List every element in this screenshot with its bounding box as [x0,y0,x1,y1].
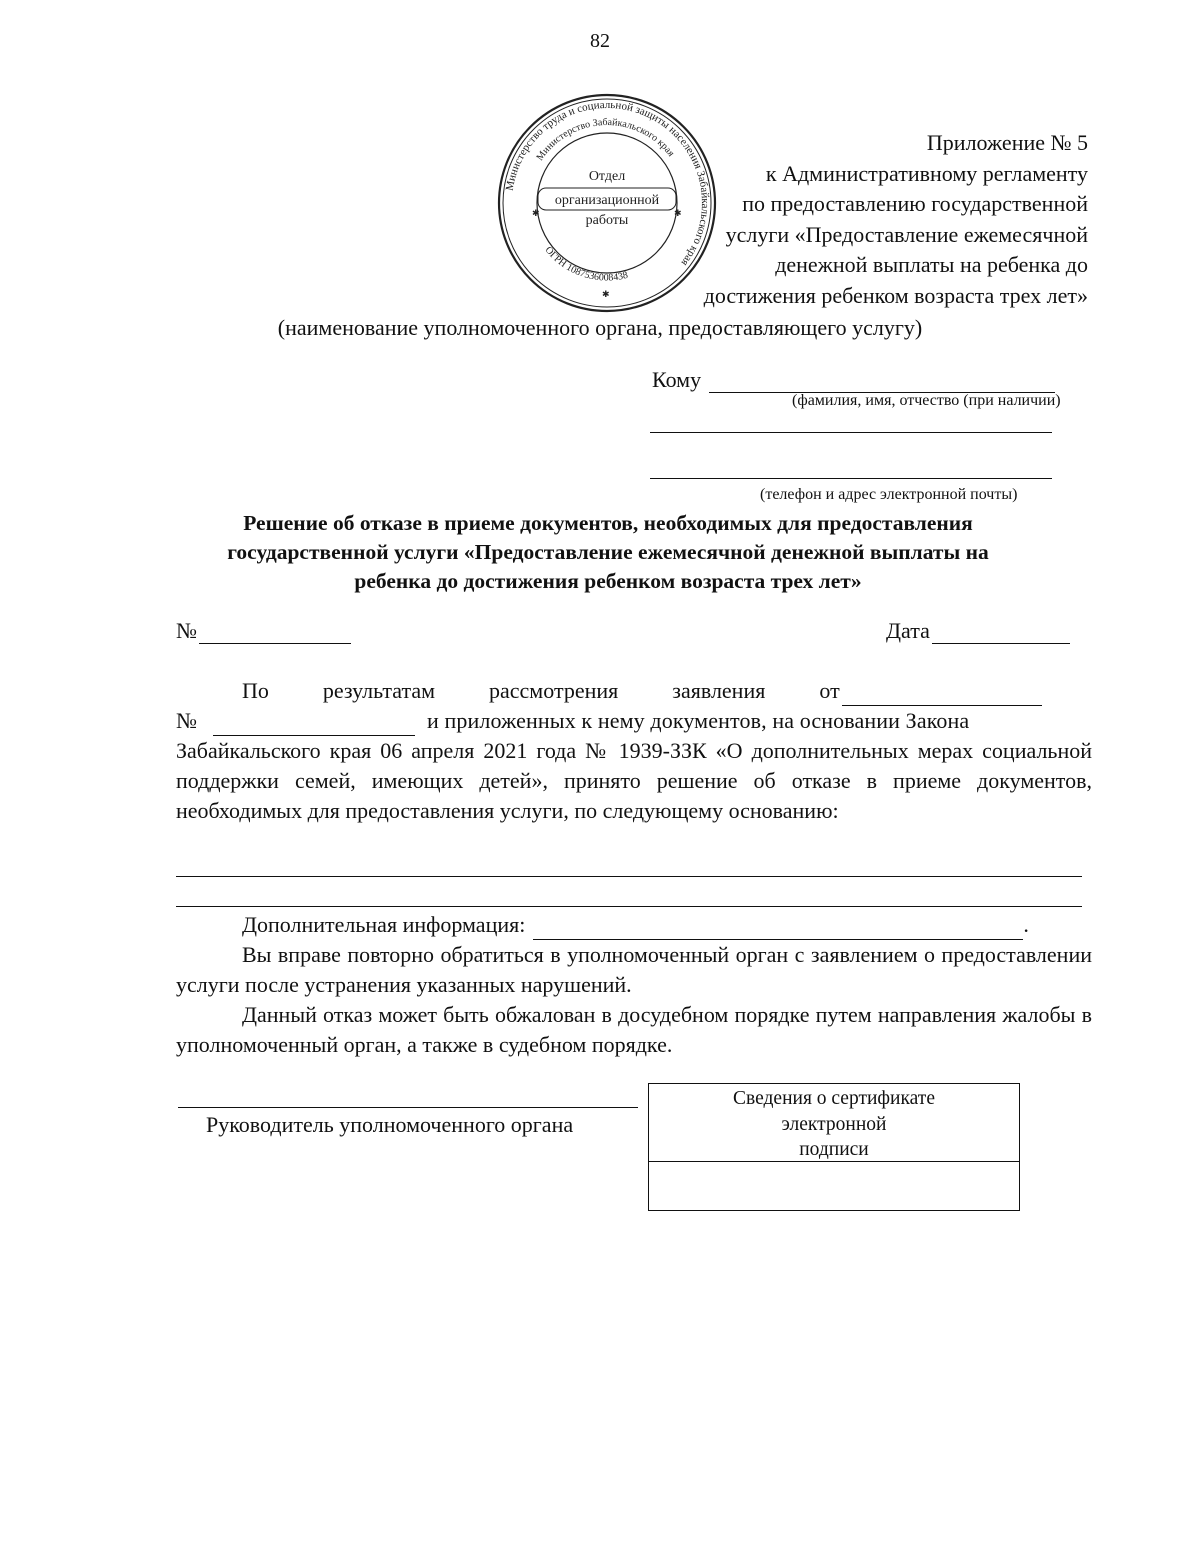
additional-info-label: Дополнительная информация: [242,912,526,937]
recipient-line-2[interactable] [650,432,1052,433]
body-word: результатам [322,678,436,703]
recipient-contact-field[interactable] [650,478,1052,479]
to-label: Кому [652,367,702,392]
decision-number-field[interactable] [199,643,351,644]
body-second-line-text: и приложенных к нему документов, на основании Закона [427,708,970,733]
appendix-line: услуги «Предоставление ежемесячной [725,221,1088,247]
appendix-line: к Административному регламенту [765,160,1088,186]
appendix-line: достижения ребенком возраста трех лет» [703,282,1088,308]
stamp-ring-text: Министерство труда и социальной защиты населения Забайкальского края [503,98,712,269]
reason-line-2[interactable] [176,906,1082,907]
body-word: По [242,678,269,703]
certificate-line: электронной [781,1113,887,1135]
body-word: рассмотрения [489,678,619,703]
document-title [150,509,1066,596]
stamp-center-line-3: работы [585,213,629,228]
stamp-center-line-1: Отдел [588,169,626,184]
certificate-box [648,1083,1020,1211]
number-label: № [176,618,197,643]
additional-info-period: . [1023,912,1029,937]
stamp-star-left: ✱ [532,208,540,218]
certificate-line: Сведения о сертификате [733,1088,935,1109]
appeal-paragraph: Данный отказ может быть обжалован в досудебном порядке путем направления жалобы в уполномоченный орган, а также в судебном порядке. [176,1002,1092,1057]
additional-info-row [176,910,1092,940]
head-of-authority-label: Руководитель уполномоченного органа [206,1112,574,1137]
certificate-line: подписи [799,1139,869,1160]
recipient-contact-caption: (телефон и адрес электронной почты) [760,486,1018,503]
appendix-line: по предоставлению государственной [742,191,1088,216]
title-line: Решение об отказе в приеме документов, необходимых для предоставления [243,511,973,535]
certificate-header [649,1084,1019,1162]
body-word: от [819,678,840,703]
date-label: Дата [886,618,930,643]
title-line: государственной услуги «Предоставление ежемесячной денежной выплаты на [227,540,989,564]
decision-number-row [176,618,351,644]
stamp-ogrn: ОГРН 1087536008438 [542,244,630,284]
stamp-star-right: ✱ [674,208,682,218]
recipient-name-caption: (фамилия, имя, отчество (при наличии) [792,392,1061,409]
body-paragraph: Забайкальского края 06 апреля 2021 года № 1939-ЗЗК «О дополнительных мерах социальной поддержки семей, имеющих детей», принято решение об отказе в приеме документов, необходимых для предоставления услуги, по следующему основанию: [176,738,1092,823]
appendix-line: Приложение № 5 [926,130,1088,155]
stamp-center-line-2: организационной [554,193,660,208]
appendix-header [704,128,1088,311]
official-stamp [494,90,720,316]
decision-date-field[interactable] [932,643,1070,644]
body-first-line [176,676,1092,706]
body-word: заявления [672,678,766,703]
signature-line[interactable] [178,1107,638,1108]
application-number-label: № [176,708,197,733]
stamp-inner-ring-text: Министерство Забайкальского края [534,116,677,163]
recipient-row [652,367,1055,393]
decision-date-row [886,618,1070,644]
reason-line-1[interactable] [176,876,1082,877]
stamp-star-bottom: ✱ [602,289,610,299]
page-number: 82 [590,30,610,52]
title-line: ребенка до достижения ребенком возраста трех лет» [354,569,862,593]
body-second-line [176,706,1092,736]
appendix-line: денежной выплаты на ребенка до [775,252,1088,277]
reapply-paragraph: Вы вправе повторно обратиться в уполномоченный орган с заявлением о предоставлении услуги после устранения указанных нарушений. [176,942,1092,997]
authority-name-caption: (наименование уполномоченного органа, предоставляющего услугу) [277,315,923,340]
